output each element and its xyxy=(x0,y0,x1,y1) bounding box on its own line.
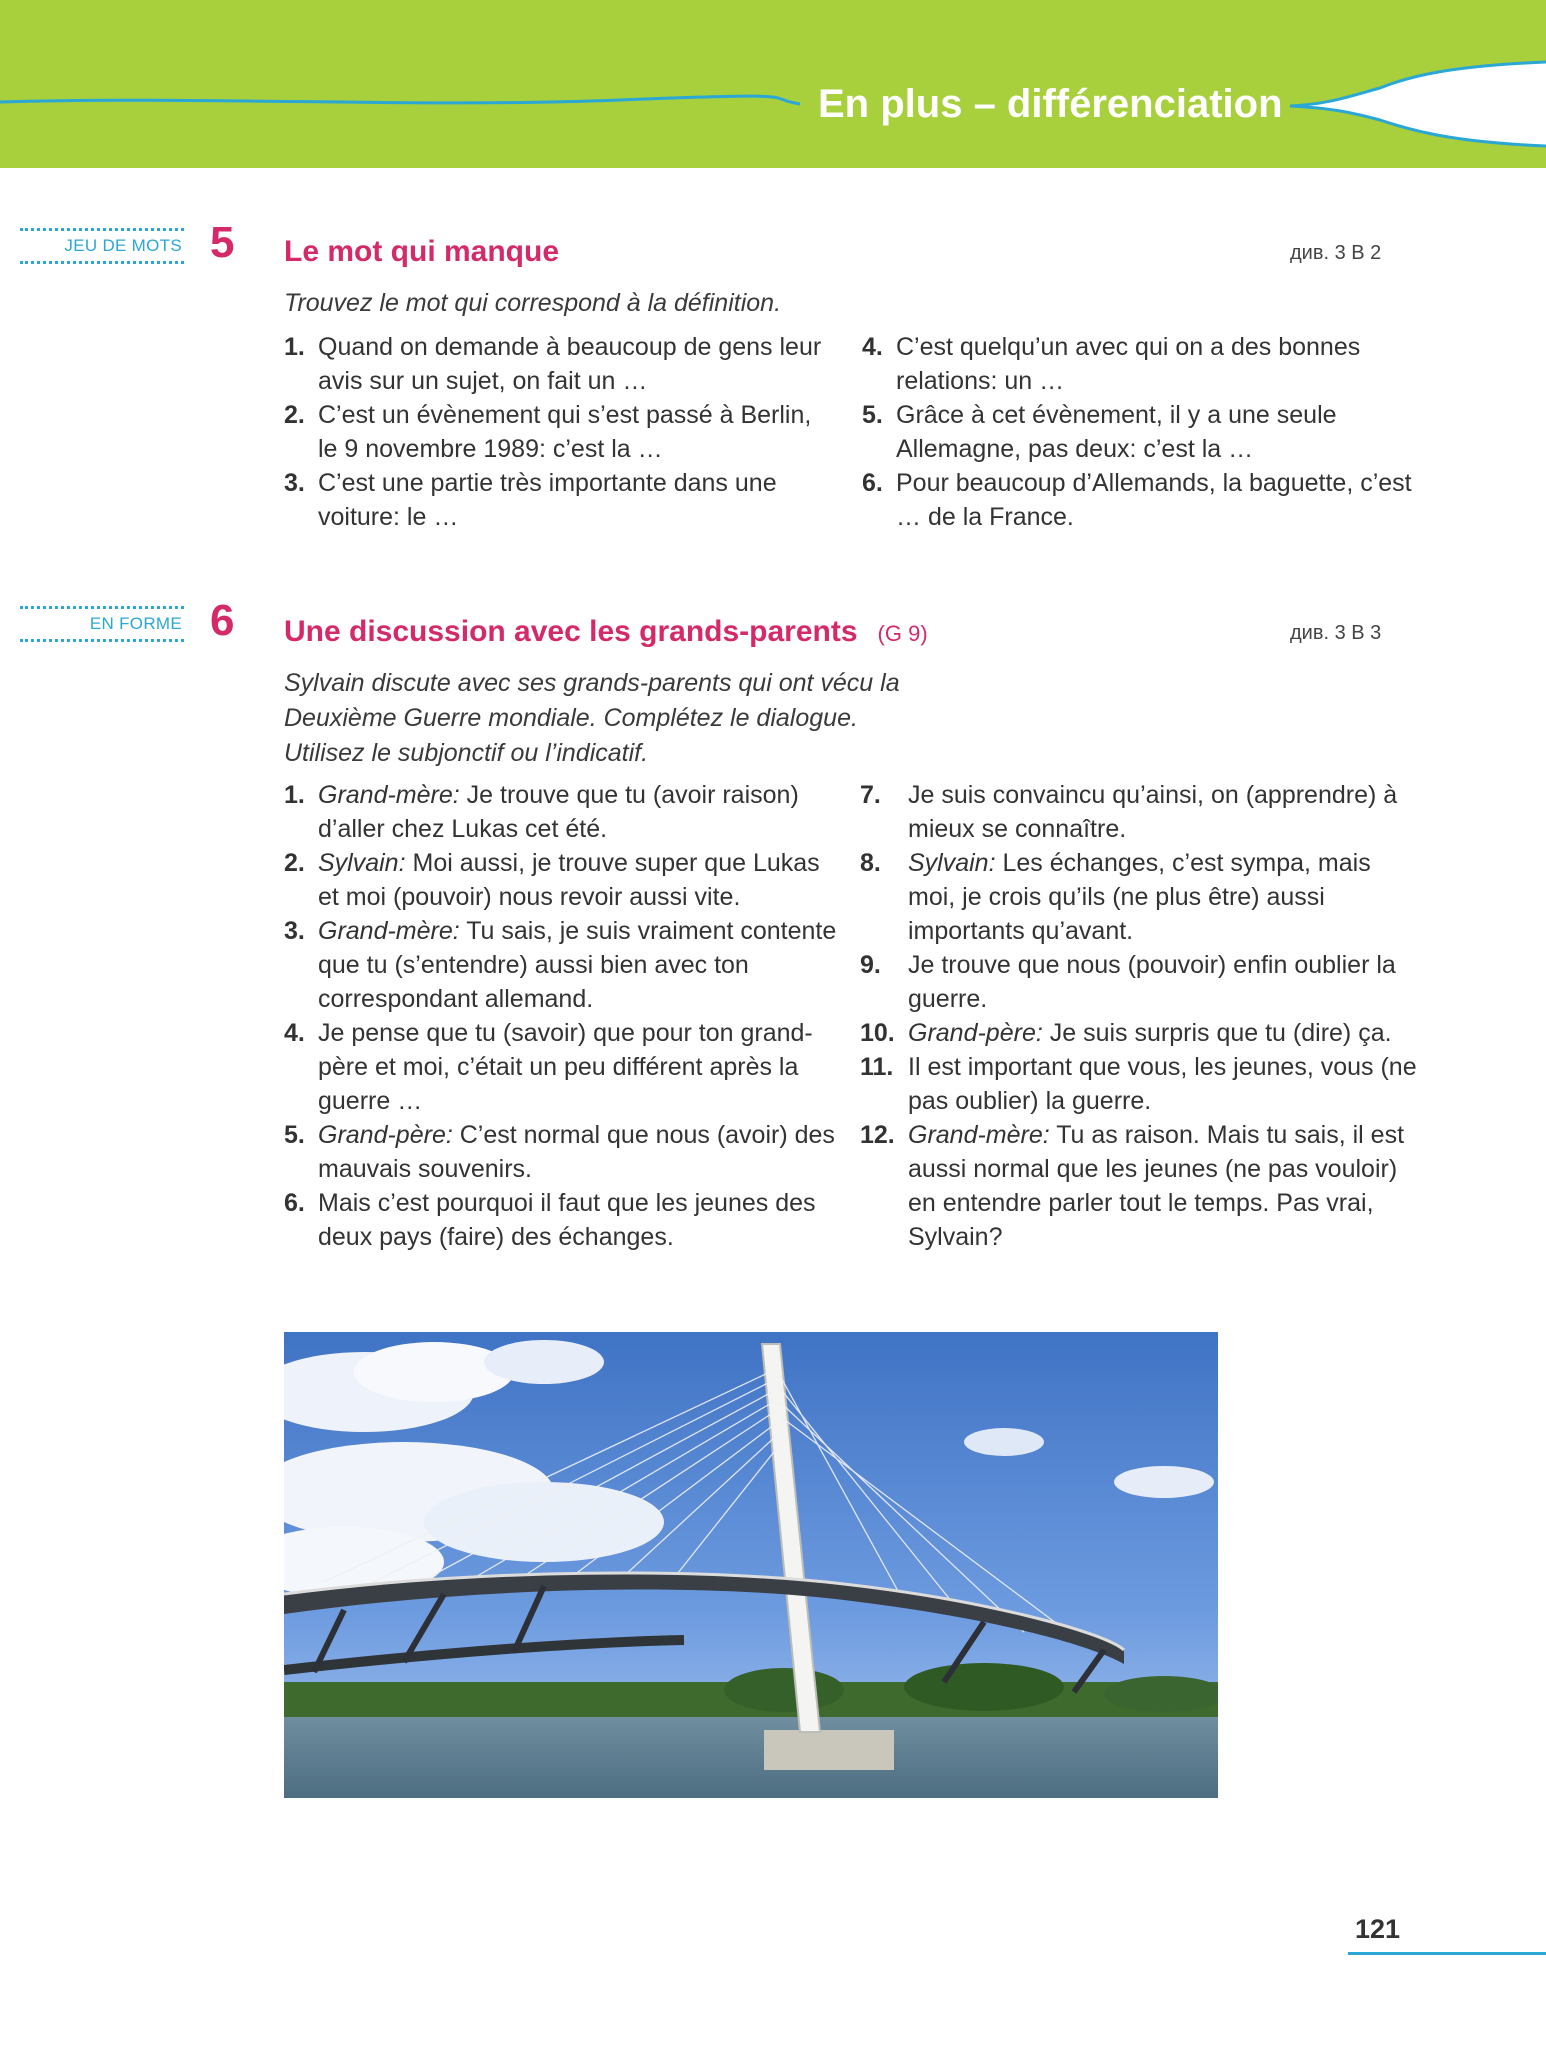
exercise-reference: див. 3 B 2 xyxy=(1290,242,1382,264)
exercise5-list-right xyxy=(862,330,1422,534)
exercise-number: 6 xyxy=(210,596,235,645)
exercise-tag: JEU DE MOTS xyxy=(20,228,184,264)
exercise5-list-left xyxy=(284,330,824,534)
bridge-photo xyxy=(284,1332,1218,1798)
exercise-reference: див. 3 B 3 xyxy=(1290,622,1382,644)
list-item: 6. Pour beaucoup d’Allemands, la baguette, c’est … de la France. xyxy=(862,469,1412,531)
list-item: 7. Je suis convaincu qu’ainsi, on (apprendre) à mieux se connaître. xyxy=(860,781,1398,843)
list-item: 12. Grand-mère: Tu as raison. Mais tu sais, il est aussi normal que les jeunes (ne pas vouloir) en entendre parler tout le temps. Pas vrai, Sylvain? xyxy=(860,1121,1405,1251)
exercise-title: Le mot qui manque xyxy=(284,235,560,268)
exercise-title-text: Une discussion avec les grands-parents xyxy=(284,615,858,648)
list-item: 1. Grand-mère: Je trouve que tu (avoir raison) d’aller chez Lukas cet été. xyxy=(284,781,799,843)
exercise6-list-right xyxy=(860,778,1420,1254)
list-item: 6. Mais c’est pourquoi il faut que les jeunes des deux pays (faire) des échanges. xyxy=(284,1189,816,1251)
page-number: 121 xyxy=(1354,1914,1400,1944)
list-item: 3. Grand-mère: Tu sais, je suis vraiment contente que tu (s’entendre) aussi bien avec ton correspondant allemand. xyxy=(284,917,837,1013)
list-item: 3. C’est une partie très importante dans une voiture: le … xyxy=(284,469,777,531)
exercise-instruction: Trouvez le mot qui correspond à la définition. xyxy=(284,289,782,317)
list-item: 1. Quand on demande à beaucoup de gens leur avis sur un sujet, on fait un … xyxy=(284,333,822,395)
exercise-tag: EN FORME xyxy=(20,606,184,642)
grammar-reference: (G 9) xyxy=(877,621,928,646)
wave-decoration xyxy=(0,0,1546,168)
list-item: 9. Je trouve que nous (pouvoir) enfin oublier la guerre. xyxy=(860,951,1396,1013)
page-header xyxy=(0,0,1546,168)
list-item: 10. Grand-père: Je suis surpris que tu (dire) ça. xyxy=(860,1019,1392,1047)
list-item: 5. Grâce à cet évènement, il y a une seule Allemagne, pas deux: c’est la … xyxy=(862,401,1337,463)
list-item: 5. Grand-père: C’est normal que nous (avoir) des mauvais souvenirs. xyxy=(284,1121,835,1183)
list-item: 8. Sylvain: Les échanges, c’est sympa, mais moi, je crois qu’ils (ne plus être) aussi importants qu’avant. xyxy=(860,849,1371,945)
exercise-number: 5 xyxy=(210,218,235,267)
list-item: 2. C’est un évènement qui s’est passé à Berlin, le 9 novembre 1989: c’est la … xyxy=(284,401,812,463)
list-item: 4. Je pense que tu (savoir) que pour ton grand-père et moi, c’était un peu différent après la guerre … xyxy=(284,1019,813,1115)
exercise-title xyxy=(284,612,928,654)
list-item: 4. C’est quelqu’un avec qui on a des bonnes relations: un … xyxy=(862,333,1361,395)
page-number-underline xyxy=(1348,1952,1546,1955)
list-item: 2. Sylvain: Moi aussi, je trouve super que Lukas et moi (pouvoir) nous revoir aussi vite. xyxy=(284,849,820,911)
exercise6-list-left xyxy=(284,778,844,1254)
list-item: 11. Il est important que vous, les jeunes, vous (ne pas oublier) la guerre. xyxy=(860,1053,1417,1115)
header-title: En plus – différenciation xyxy=(818,82,1283,126)
exercise-instruction: Sylvain discute avec ses grands-parents qui ont vécu la Deuxième Guerre mondiale. Complétez le dialogue. Utilisez le subjonctif ou l’indicatif. xyxy=(284,669,900,767)
